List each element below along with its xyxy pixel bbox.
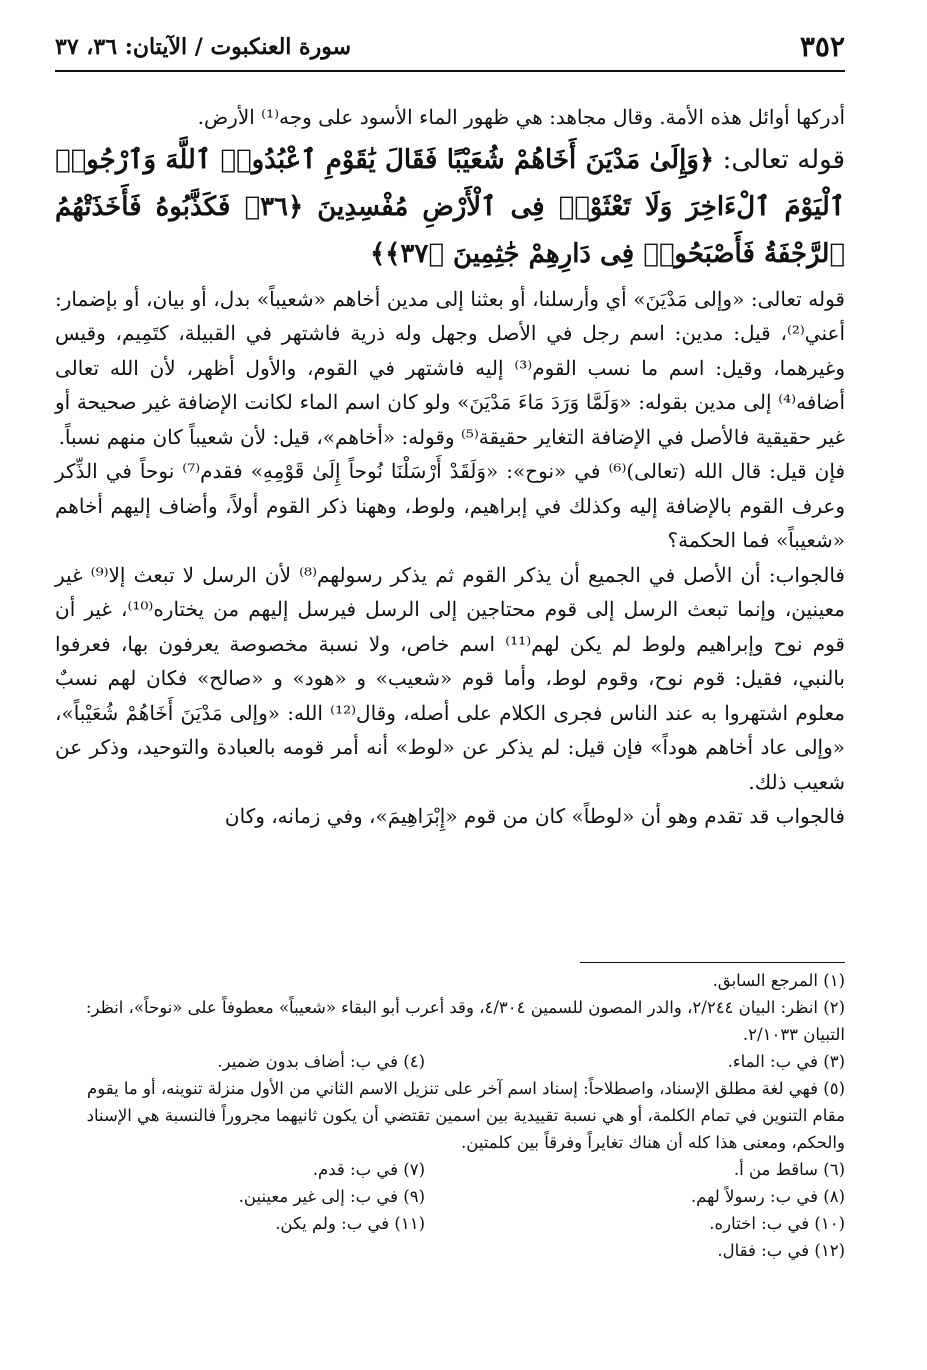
footnote-row bbox=[55, 1183, 845, 1210]
footnote: (٢) انظر: البيان ٢/٢٤٤، والدر المصون للسمين ٤/٣٠٤، وقد أعرب أبو البقاء «شعيباً» معطوفاً على «نوحاً»، انظر: التبيان ٢/١٠٣٣. bbox=[85, 998, 845, 1044]
footnote-row bbox=[55, 1210, 845, 1237]
verse-open-brace: ﴿ bbox=[698, 144, 715, 175]
verse-intro: قوله تعالى: bbox=[722, 144, 845, 175]
main-text bbox=[55, 100, 845, 834]
footnote: (٦) ساقط من أ. bbox=[733, 1160, 845, 1179]
footnote-row bbox=[55, 1156, 845, 1183]
footnote: (٧) في ب: قدم. bbox=[312, 1160, 425, 1179]
footnote: (٥) فهي لغة مطلق الإسناد، واصطلاحاً: إسناد اسم آخر على تنزيل الاسم الثاني من الأول منزلة تنوينه، أو ما يقوم مقام التنوين في تمام الكلمة، أو هي نسبة تقييدية بين اسمين تقتضي أن يكون ثانيهما مجروراً فالنسبة هي الإسناد والحكم، ومعنى هذا كله أن هناك تغايراً وفرقاً بين كلمتين. bbox=[86, 1079, 845, 1152]
running-title: سورة العنكبوت / الآيتان: ٣٦، ٣٧ bbox=[55, 34, 352, 60]
footnote-row bbox=[55, 1048, 845, 1075]
verse-close-brace: ﴾ bbox=[369, 238, 386, 269]
footnote: (١٠) في ب: اختاره. bbox=[709, 1214, 845, 1233]
quran-verse bbox=[55, 137, 845, 278]
footnote: (١٢) في ب: فقال. bbox=[717, 1241, 845, 1260]
footnote: (٨) في ب: رسولاً لهم. bbox=[690, 1187, 845, 1206]
footnotes bbox=[55, 962, 845, 1264]
footnote: (١١) في ب: ولم يكن. bbox=[275, 1214, 425, 1233]
paragraph: فإن قيل: قال الله (تعالى)⁽⁶⁾ في «نوح»: «وَلَقَدْ أَرْسَلْنَا نُوحاً إِلَىٰ قَوْمِهِ» فقدم⁽⁷⁾ نوحاً في الذِّكر وعرف القوم بالإضافة إليه وكذلك في إبراهيم، ولوط، وههنا ذكر القوم أولاً، وأضاف إليهم أخاهم «شعيباً» فما الحكمة؟ bbox=[55, 459, 846, 552]
header-rule bbox=[55, 70, 845, 72]
footnote: (٤) في ب: أضاف بدون ضمير. bbox=[217, 1052, 425, 1071]
footnote: (٩) في ب: إلى غير معينين. bbox=[238, 1187, 425, 1206]
paragraph: قوله تعالى: «وإلى مَدْيَنَ» أي وأرسلنا، أو بعثنا إلى مدين أخاهم «شعيباً» بدل، أو بيان، أو بإضمار: أعني⁽²⁾، قيل: مدين: اسم رجل في الأصل وجهل وله ذرية فاشتهر في القبيلة، كتَمِيم، وقيس وغيرهما، وقيل: اسم ما نسب القوم⁽³⁾ إليه فاشتهر في القوم، والأول أظهر، لأن الله تعالى أضافه⁽⁴⁾ إلى مدين بقوله: «وَلَمَّا وَرَدَ مَاءَ مَدْيَنَ» ولو كان اسم الماء لكانت الإضافة غير صحيحة أو غير حقيقية فالأصل في الإضافة التغاير حقيقة⁽⁵⁾ وقوله: «أخاهم»، قيل: لأن شعيباً كان منهم نسباً. bbox=[55, 286, 845, 449]
verse-text: وَإِلَىٰ مَدْيَنَ أَخَاهُمْ شُعَيْبًا فَقَالَ يَٰقَوْمِ ٱعْبُدُوا۟ ٱللَّهَ وَٱرْجُوا۟ ٱلْيَوْمَ ٱلْءَاخِرَ وَلَا تَعْثَوْا۟ فِى ٱلْأَرْضِ مُفْسِدِينَ ﴿٣٦﴾ فَكَذَّبُوهُ فَأَخَذَتْهُمُ ٱلرَّجْفَةُ فَأَصْبَحُوا۟ فِى دَارِهِمْ جَٰثِمِينَ ﴿٣٧﴾ bbox=[55, 144, 845, 269]
footnote: (١) المرجع السابق. bbox=[712, 971, 845, 990]
paragraph: فالجواب قد تقدم وهو أن «لوطاً» كان من قوم «إِبْرَاهِيمَ»، وفي زمانه، وكان bbox=[224, 804, 845, 828]
paragraph: أدركها أوائل هذه الأمة. وقال مجاهد: هي ظهور الماء الأسود على وجه⁽¹⁾ الأرض. bbox=[197, 105, 845, 129]
paragraph: فالجواب: أن الأصل في الجميع أن يذكر القوم ثم يذكر رسولهم⁽⁸⁾ لأن الرسل لا تبعث إلا⁽⁹⁾ غير معينين، وإنما تبعث الرسل إلى قوم محتاجين إلى الرسل فيرسل إليهم من يختاره⁽¹⁰⁾، غير أن قوم نوح وإبراهيم ولوط لم يكن لهم⁽¹¹⁾ اسم خاص، ولا نسبة مخصوصة يعرفون بها، فعرفوا بالنبي، فقيل: قوم نوح، وقوم لوط، وأما قوم «شعيب» و «هود» و «صالح» فكان لهم نسبٌ معلوم اشتهروا به عند الناس فجرى الكلام على أصله، وقال⁽¹²⁾ الله: «وإلى مَدْيَنَ أَخَاهُمْ شُعَيْباً»، «وإلى عاد أخاهم هوداً» فإن قيل: لم يذكر عن «لوط» أنه أمر قومه بالعبادة والتوحيد، وذكر عن شعيب ذلك. bbox=[55, 562, 846, 794]
page-header bbox=[55, 30, 845, 70]
footnote: (٣) في ب: الماء. bbox=[727, 1052, 845, 1071]
page-number: ٣٥٢ bbox=[799, 30, 845, 63]
footnote-rule bbox=[580, 962, 845, 963]
